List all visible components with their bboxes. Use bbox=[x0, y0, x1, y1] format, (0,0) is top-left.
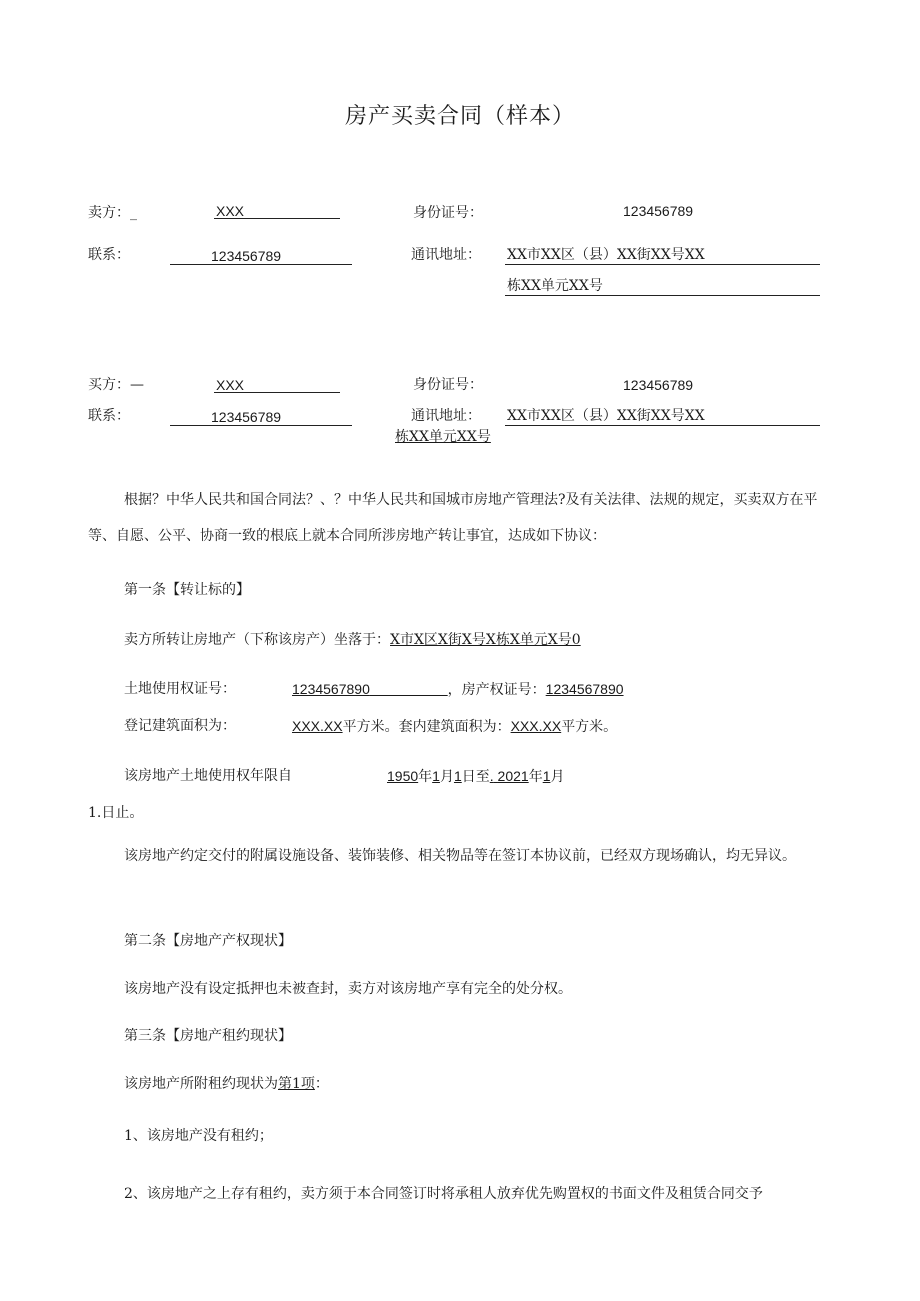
buyer-addr-line2: 栋XX单元XX号 bbox=[395, 429, 491, 445]
area-unit: 平方米。套内建筑面积为： bbox=[342, 719, 511, 735]
article1-heading: 第一条【转让标的】 bbox=[124, 582, 250, 598]
buyer-contact-label: 联系： bbox=[88, 408, 130, 424]
area-label: 登记建筑面积为： bbox=[124, 718, 236, 734]
term-dates bbox=[387, 766, 564, 787]
lease-status-line bbox=[124, 1074, 329, 1094]
inner-area-value: XXX.XX bbox=[510, 718, 562, 734]
lease-item-1: 1、该房地产没有租约； bbox=[124, 1128, 273, 1144]
month-char-2: 月 bbox=[550, 769, 565, 785]
year-char-1: 年 bbox=[418, 769, 433, 785]
intro-paragraph: 根据？中华人民共和国合同法？、？中华人民共和国城市房地产管理法?及有关法律、法规的规定，买卖双方在平等、自愿、公平、协商一致的根底上就本合同所涉房地产转让事宜，达成如下协议： bbox=[88, 492, 818, 544]
land-cert-value bbox=[292, 681, 448, 697]
buyer-name-underline bbox=[214, 392, 340, 393]
location-value: X市X区X街X号X栋X单元X号0 bbox=[390, 632, 581, 648]
article1-location-line bbox=[124, 630, 581, 650]
day-to: 日至 bbox=[461, 769, 490, 785]
seller-addr-underline1 bbox=[505, 264, 820, 265]
seller-name-underline bbox=[214, 218, 340, 219]
lease-status-value: 第1项 bbox=[278, 1076, 315, 1092]
seller-addr-underline2 bbox=[505, 295, 820, 296]
buyer-contact-underline bbox=[170, 425, 352, 426]
article2-heading: 第二条【房地产产权现状】 bbox=[124, 933, 292, 949]
land-cert-label: 土地使用权证号： bbox=[124, 681, 236, 697]
area-value: XXX.XX bbox=[292, 718, 343, 734]
year-char-2: 年 bbox=[528, 769, 543, 785]
page-title: 房产买卖合同（样本） bbox=[344, 104, 575, 129]
seller-addr-label: 通讯地址： bbox=[411, 247, 481, 263]
seller-label: 卖方：_ bbox=[88, 205, 137, 221]
area-line bbox=[292, 716, 617, 737]
end-month: 1 bbox=[542, 768, 551, 784]
end-year-number: 2021 bbox=[497, 768, 529, 784]
end-year bbox=[490, 768, 529, 784]
property-cert-label: 房产权证号： bbox=[461, 682, 546, 698]
land-cert-number: 1234567890 bbox=[292, 681, 370, 697]
seller-id: 123456789 bbox=[623, 203, 694, 219]
buyer-addr-label: 通讯地址： bbox=[411, 408, 481, 424]
lease-item-2: 2、该房地产之上存有租约，卖方须于本合同签订时将承租人放弃优先购置权的书面文件及租赁合同交予 bbox=[124, 1186, 763, 1202]
property-cert-value: 1234567890 bbox=[545, 681, 624, 697]
term-end: 1.日止。 bbox=[88, 805, 144, 821]
buyer-contact: 123456789 bbox=[211, 409, 282, 425]
term-label: 该房地产土地使用权年限自 bbox=[124, 768, 292, 784]
seller-contact-underline bbox=[170, 264, 352, 265]
article2-text: 该房地产没有设定抵押也未被查封，卖方对该房地产享有完全的处分权。 bbox=[124, 981, 572, 997]
seller-contact-label: 联系： bbox=[88, 247, 130, 263]
seller-addr-line2: 栋XX单元XX号 bbox=[507, 278, 603, 294]
cert-line bbox=[292, 679, 624, 700]
buyer-id: 123456789 bbox=[623, 377, 694, 393]
lease-status-end: ： bbox=[314, 1076, 329, 1092]
end-year-dot: . bbox=[489, 768, 494, 784]
land-cert-pad bbox=[370, 681, 448, 697]
start-month: 1 bbox=[432, 768, 440, 784]
seller-id-label: 身份证号： bbox=[413, 205, 483, 221]
buyer-label: 买方：— bbox=[88, 377, 144, 393]
seller-name: XXX bbox=[216, 203, 245, 219]
inner-area-unit: 平方米。 bbox=[561, 719, 618, 735]
article3-heading: 第三条【房地产租约现状】 bbox=[124, 1028, 292, 1044]
location-label: 卖方所转让房地产（下称该房产）坐落于： bbox=[124, 632, 390, 648]
seller-contact: 123456789 bbox=[211, 248, 282, 264]
cert-separator: ， bbox=[447, 682, 462, 698]
accessories-paragraph: 该房地产约定交付的附属设施设备、装饰装修、相关物品等在签订本协议前，已经双方现场确认，均无异议。 bbox=[124, 848, 796, 864]
buyer-id-label: 身份证号： bbox=[413, 377, 483, 393]
buyer-addr-underline1 bbox=[505, 425, 820, 426]
lease-status-label: 该房地产所附租约现状为 bbox=[124, 1076, 278, 1092]
buyer-addr-line1: XX市XX区（县）XX街XX号XX bbox=[507, 408, 705, 424]
month-char-1: 月 bbox=[439, 769, 454, 785]
seller-addr-line1: XX市XX区（县）XX街XX号XX bbox=[507, 247, 705, 263]
start-day: 1 bbox=[453, 768, 462, 784]
buyer-name: XXX bbox=[216, 377, 245, 393]
start-year: 1950 bbox=[387, 768, 419, 784]
